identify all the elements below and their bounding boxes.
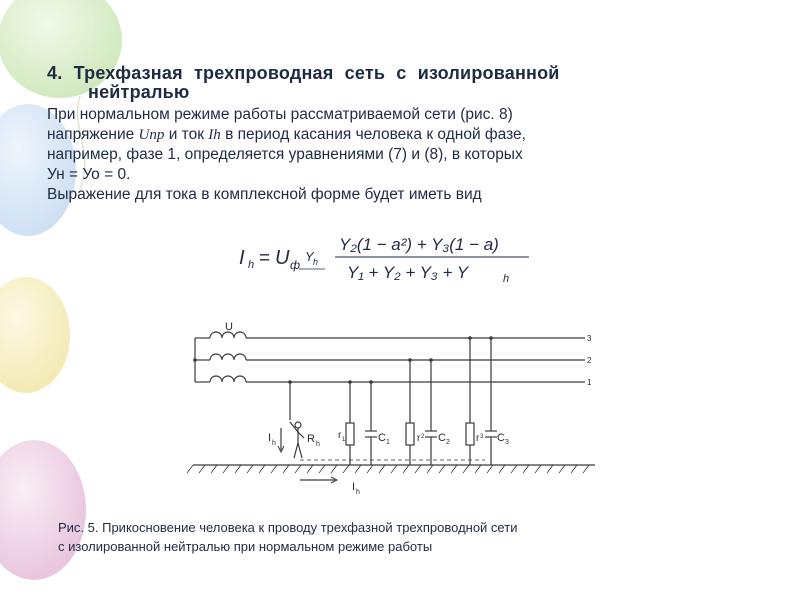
- formula-u-sub: ф: [290, 258, 301, 272]
- paragraph-line-2-start: напряжение: [47, 126, 139, 143]
- current-label-left: I: [268, 432, 272, 444]
- formula-numerator: Y₂(1 − a²) + Y₃(1 − a): [339, 235, 499, 254]
- yellow-balloon: [0, 277, 70, 393]
- c3-sub: 3: [505, 439, 509, 446]
- phase-label-2: 2: [587, 356, 592, 365]
- figure-caption: [58, 518, 658, 556]
- c1-sub: 1: [386, 439, 390, 446]
- caption-line-1: Рис. 5. Прикосновение человека к проводу трехфазной трехпроводной сети: [58, 520, 518, 535]
- voltage-label: U: [225, 321, 233, 333]
- paragraph-line-2-end: в период касания человека к одной фазе,: [220, 126, 526, 143]
- formula-lhs: I: [239, 247, 245, 269]
- current-label-bottom-sub: h: [356, 489, 360, 496]
- formula-denominator-sub: h: [503, 273, 510, 285]
- r1-label: r: [338, 430, 342, 441]
- c1-label: C: [378, 432, 386, 444]
- voltage-symbol: Uпр: [138, 127, 165, 143]
- coil-phase-1: [210, 376, 246, 382]
- body-resistance-label: R: [307, 433, 315, 445]
- phase-label-1: 1: [587, 378, 592, 387]
- formula-lhs-sub: h: [248, 259, 255, 271]
- formula-y-label-sub: h: [313, 257, 319, 267]
- paragraph-condition: Ун = Уо = 0.: [47, 166, 131, 183]
- paragraph-line-3: например, фазе 1, определяется уравнениями (7) и (8), в которых: [47, 146, 523, 163]
- formula-denominator: Y₁ + Y₂ + Y₃ + Y: [347, 263, 469, 282]
- current-label-bottom: I: [352, 481, 356, 493]
- current-symbol: Ih: [208, 127, 221, 143]
- r3-label: r: [476, 433, 480, 444]
- paragraph-line-2-mid: и ток: [164, 126, 209, 143]
- circuit-diagram: [185, 310, 605, 510]
- formula-equals: =: [259, 248, 271, 269]
- paragraph-line-1: При нормальном режиме работы рассматриваемой сети (рис. 8): [47, 106, 513, 123]
- current-formula: [237, 228, 537, 288]
- c3-label: C: [497, 432, 505, 444]
- phase-label-3: 3: [587, 334, 592, 343]
- r2-label: r: [417, 433, 421, 444]
- r3-sub: 3: [480, 434, 484, 440]
- paragraph-expression: Выражение для тока в комплексной форме будет иметь вид: [47, 186, 482, 203]
- slide-content: [47, 64, 747, 205]
- slide-title: [47, 64, 747, 102]
- r2-sub: 2: [421, 434, 425, 440]
- formula-y-label: Y: [305, 249, 314, 264]
- c2-label: C: [438, 432, 446, 444]
- formula-u: U: [275, 247, 290, 269]
- paragraph-intro: [47, 105, 747, 165]
- c2-sub: 2: [446, 439, 450, 446]
- caption-line-2: с изолированной нейтралью при нормальном режиме работы: [58, 539, 433, 554]
- title-line-1: 4. Трехфазная трехпроводная сеть с изолированной: [47, 63, 560, 83]
- body-resistance-sub: h: [316, 441, 320, 448]
- pink-balloon: [0, 440, 86, 580]
- coil-phase-2: [210, 354, 246, 360]
- r1-sub: 1: [342, 437, 346, 443]
- title-line-2: нейтралью: [88, 82, 190, 102]
- current-label-left-sub: h: [272, 440, 276, 447]
